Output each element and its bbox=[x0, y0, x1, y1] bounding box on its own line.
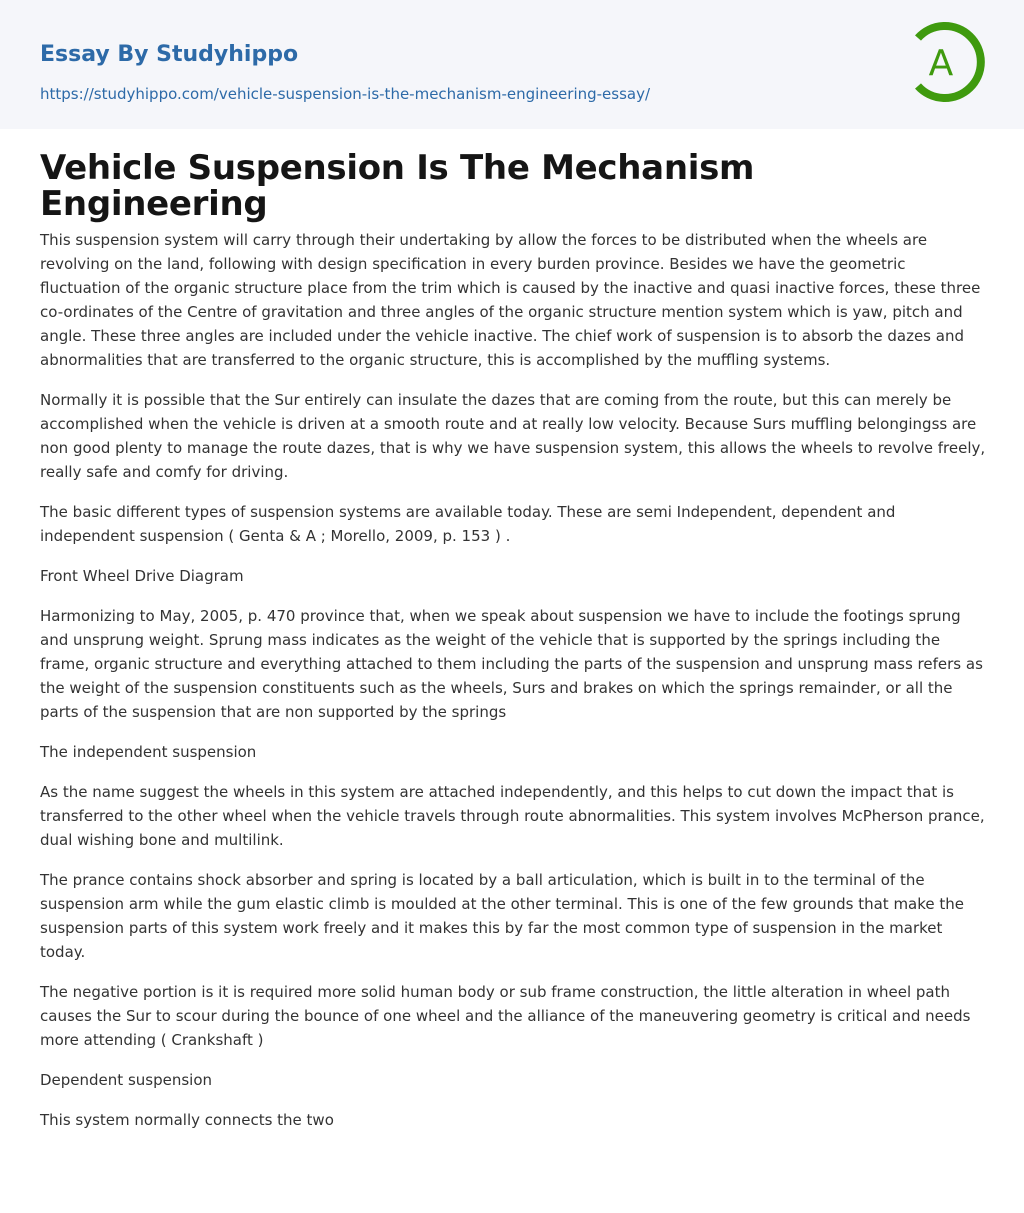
paragraph: The prance contains shock absorber and spring is located by a ball articulation, which is built in to the terminal of the suspension arm while the gum elastic climb is moulded at the other terminal. This is one of the few grounds that make the suspension parts of this system work freely and it makes this by far the most common type of suspension in the market today. bbox=[40, 871, 965, 961]
svg-text:A: A bbox=[928, 43, 954, 84]
paragraph: Normally it is possible that the Sur entirely can insulate the dazes that are coming from the route, but this can merely be accomplished when the vehicle is driven at a smooth route and at really low velocity. Because Surs muffling belongingss are non good plenty to manage the route dazes, that is why we have suspension system, this allows the wheels to revolve freely, really safe and comfy for driving. bbox=[40, 391, 986, 481]
paragraph: This system normally connects the two bbox=[40, 1111, 334, 1129]
paragraph: Front Wheel Drive Diagram bbox=[40, 567, 244, 585]
paragraph: Harmonizing to May, 2005, p. 470 province that, when we speak about suspension we have to include the footings sprung and unsprung weight. Sprung mass indicates as the weight of the vehicle that is supported by the springs including the frame, organic structure and everything attached to them including the parts of the suspension and unsprung mass refers as the weight of the suspension constituents such as the wheels, Surs and brakes on which the springs remainder, or all the parts of the suspension that are non supported by the springs bbox=[40, 607, 983, 721]
paragraph: The negative portion is it is required more solid human body or sub frame construction, the little alteration in wheel path causes the Sur to scour during the bounce of one wheel and the alliance of the maneuvering geometry is critical and needs more attending ( Crankshaft ) bbox=[40, 983, 971, 1049]
brand-title[interactable]: Essay By Studyhippo bbox=[40, 42, 299, 67]
paragraph: As the name suggest the wheels in this system are attached independently, and this helps to cut down the impact that is transferred to the other wheel when the vehicle travels through route abnormalities. This system involves McPherson prance, dual wishing bone and multilink. bbox=[40, 783, 985, 849]
paragraph: This suspension system will carry through their undertaking by allow the forces to be distributed when the wheels are revolving on the land, following with design specification in every burden province. Besides we have the geometric fluctuation of the organic structure place from the trim which is caused by the inactive and quasi inactive forces, these three co-ordinates of the Centre of gravitation and three angles of the organic structure mention system which is yaw, pitch and angle. These three angles are included under the vehicle inactive. The chief work of suspension is to absorb the dazes and abnormalities that are transferred to the organic structure, this is accomplished by the muffling systems. bbox=[40, 231, 981, 369]
paragraph: The basic different types of suspension systems are available today. These are semi Independent, dependent and independent suspension ( Genta & A ; Morello, 2009, p. 153 ) . bbox=[40, 503, 896, 545]
essay-url-link[interactable]: https://studyhippo.com/vehicle-suspension-is-the-mechanism-engineering-essay/ bbox=[40, 85, 651, 103]
studyhippo-logo-icon[interactable] bbox=[908, 18, 988, 106]
paragraph: Dependent suspension bbox=[40, 1071, 213, 1089]
page-title: Vehicle Suspension Is The Mechanism Engineering bbox=[40, 148, 755, 224]
essay-body bbox=[40, 228, 988, 1148]
paragraph: The independent suspension bbox=[40, 743, 257, 761]
site-header bbox=[0, 0, 1024, 129]
